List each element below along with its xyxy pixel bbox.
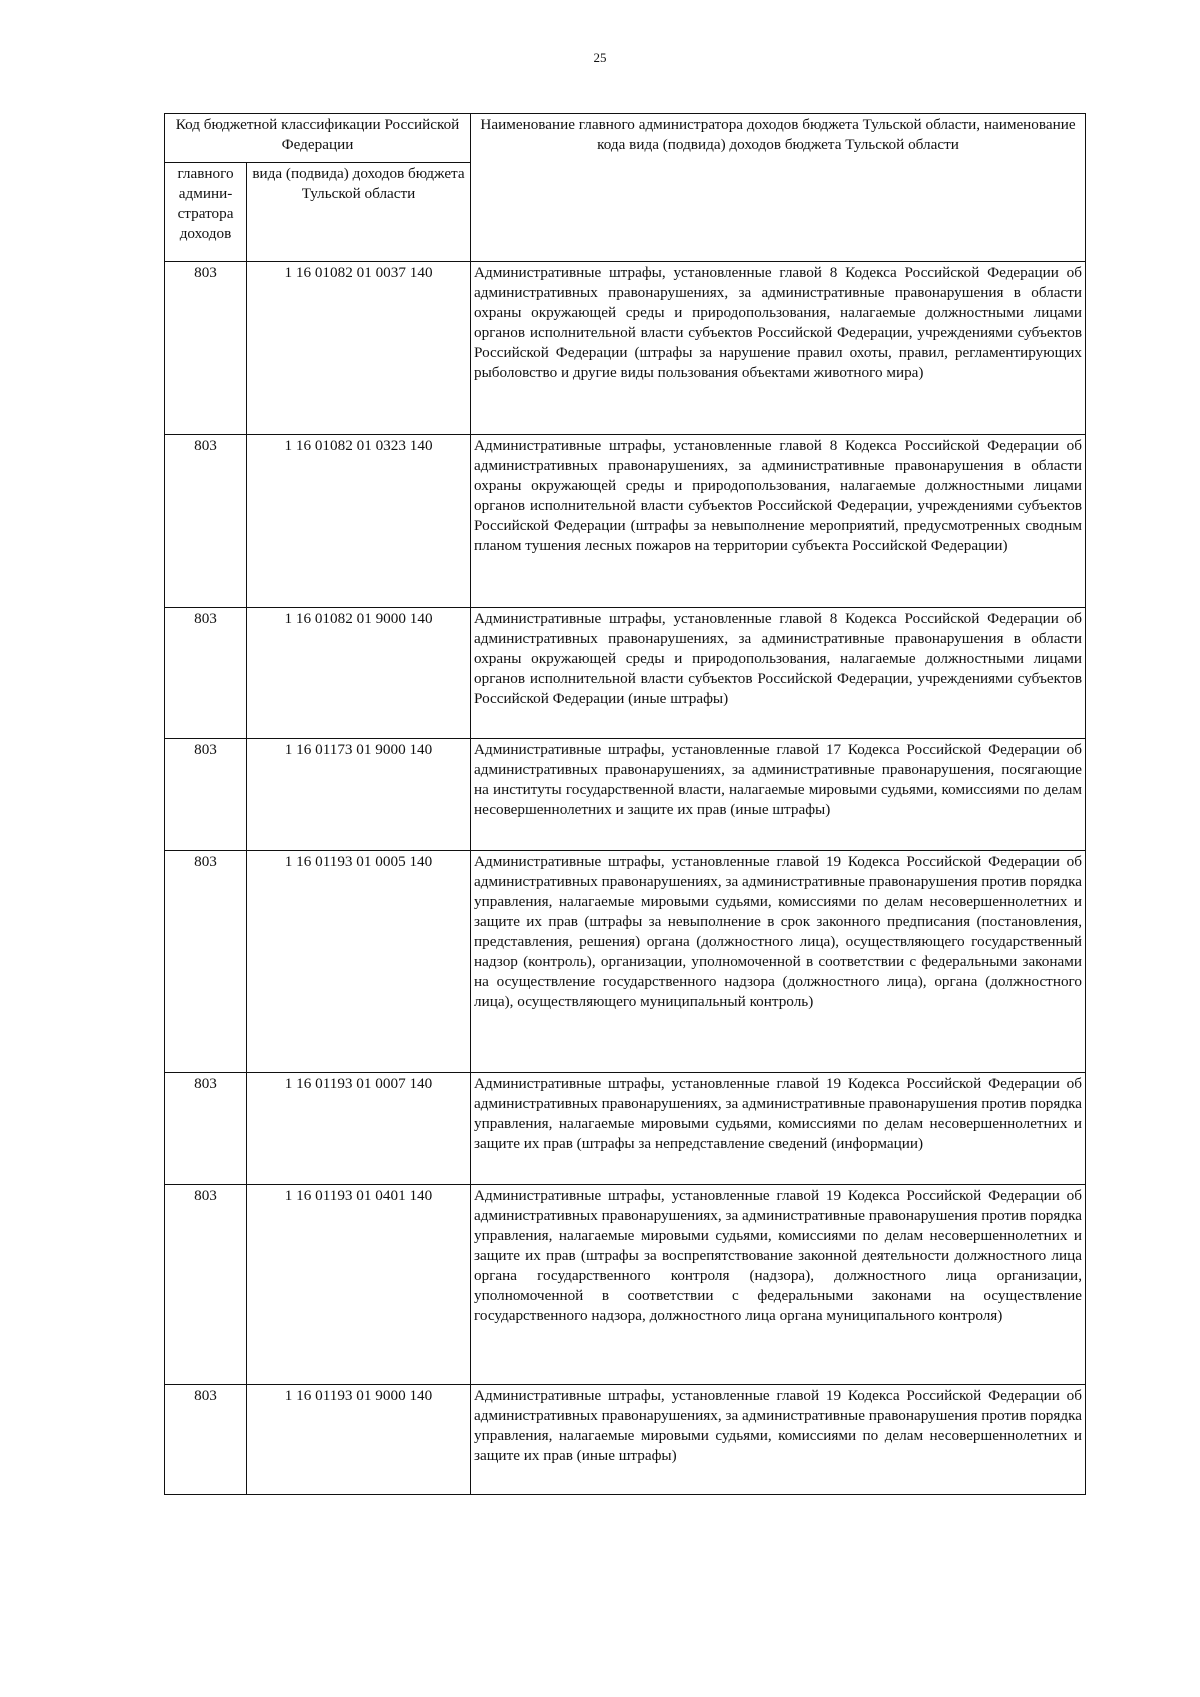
header-code-column: вида (подвида) доходов бюджета Тульской области <box>247 163 471 262</box>
table-row <box>165 1185 1086 1385</box>
budget-classification-table <box>164 113 1086 1495</box>
income-name-cell: Административные штрафы, установленные главой 19 Кодекса Российской Федерации об административных правонарушениях, за административные правонарушения против порядка управления, налагаемые мировыми судьями, комиссиями по делам несовершеннолетних и защите их прав (штрафы за воспрепятствование законной деятельности должностного лица органа государственного контроля (надзора), должностного лица организации, уполномоченной в соответствии с федеральными законами на осуществление государственного надзора, должностного лица органа муниципального контроля) <box>471 1185 1086 1385</box>
admin-code-cell: 803 <box>165 1385 247 1495</box>
admin-code-cell: 803 <box>165 608 247 739</box>
table-row <box>165 739 1086 851</box>
admin-code-cell: 803 <box>165 739 247 851</box>
header-code-group: Код бюджетной классификации Российской Федерации <box>165 114 471 163</box>
admin-code-cell: 803 <box>165 1185 247 1385</box>
income-name-cell: Административные штрафы, установленные главой 19 Кодекса Российской Федерации об административных правонарушениях, за административные правонарушения против порядка управления, налагаемые мировыми судьями, комиссиями по делам несовершеннолетних и защите их прав (штрафы за непредставление сведений (информации) <box>471 1073 1086 1185</box>
admin-code-cell: 803 <box>165 262 247 435</box>
admin-code-cell: 803 <box>165 851 247 1073</box>
table-row <box>165 1385 1086 1495</box>
income-code-cell: 1 16 01173 01 9000 140 <box>247 739 471 851</box>
table-row <box>165 1073 1086 1185</box>
income-code-cell: 1 16 01193 01 9000 140 <box>247 1385 471 1495</box>
income-code-cell: 1 16 01193 01 0005 140 <box>247 851 471 1073</box>
income-code-cell: 1 16 01082 01 9000 140 <box>247 608 471 739</box>
income-code-cell: 1 16 01082 01 0037 140 <box>247 262 471 435</box>
income-name-cell: Административные штрафы, установленные главой 19 Кодекса Российской Федерации об административных правонарушениях, за административные правонарушения против порядка управления, налагаемые мировыми судьями, комиссиями по делам несовершеннолетних и защите их прав (штрафы за невыполнение в срок законного предписания (постановления, представления, решения) органа (должностного лица), осуществляющего государственный надзор (контроль), организации, уполномоченной в соответствии с федеральными законами на осуществление государственного надзора (должностного лица), органа (должностного лица), осуществляющего муниципальный контроль) <box>471 851 1086 1073</box>
table-row <box>165 435 1086 608</box>
page-number: 25 <box>593 50 607 65</box>
income-name-cell: Административные штрафы, установленные главой 8 Кодекса Российской Федерации об административных правонарушениях, за административные правонарушения в области охраны окружающей среды и природопользования, налагаемые должностными лицами органов исполнительной власти субъектов Российской Федерации, учреждениями субъектов Российской Федерации (иные штрафы) <box>471 608 1086 739</box>
admin-code-cell: 803 <box>165 435 247 608</box>
income-name-cell: Административные штрафы, установленные главой 19 Кодекса Российской Федерации об административных правонарушениях, за административные правонарушения против порядка управления, налагаемые мировыми судьями, комиссиями по делам несовершеннолетних и защите их прав (иные штрафы) <box>471 1385 1086 1495</box>
table-row <box>165 851 1086 1073</box>
income-code-cell: 1 16 01082 01 0323 140 <box>247 435 471 608</box>
income-name-cell: Административные штрафы, установленные главой 17 Кодекса Российской Федерации об административных правонарушениях, за административные правонарушения, посягающие на институты государственной власти, налагаемые мировыми судьями, комиссиями по делам несовершеннолетних и защите их прав (иные штрафы) <box>471 739 1086 851</box>
header-admin-column: главного админи- стратора доходов <box>165 163 247 262</box>
income-name-cell: Административные штрафы, установленные главой 8 Кодекса Российской Федерации об административных правонарушениях, за административные правонарушения в области охраны окружающей среды и природопользования, налагаемые должностными лицами органов исполнительной власти субъектов Российской Федерации, учреждениями субъектов Российской Федерации (штрафы за невыполнение мероприятий, предусмотренных сводным планом тушения лесных пожаров на территории субъекта Российской Федерации) <box>471 435 1086 608</box>
income-name-cell: Административные штрафы, установленные главой 8 Кодекса Российской Федерации об административных правонарушениях, за административные правонарушения в области охраны окружающей среды и природопользования, налагаемые должностными лицами органов исполнительной власти субъектов Российской Федерации, учреждениями субъектов Российской Федерации (штрафы за нарушение правил охоты, правил, регламентирующих рыболовство и другие виды пользования объектами животного мира) <box>471 262 1086 435</box>
income-code-cell: 1 16 01193 01 0007 140 <box>247 1073 471 1185</box>
table-row <box>165 262 1086 435</box>
table-header-row <box>165 114 1086 163</box>
header-name-column: Наименование главного администратора доходов бюджета Тульской области, наименование кода вида (подвида) доходов бюджета Тульской области <box>471 114 1086 262</box>
table-row <box>165 608 1086 739</box>
income-code-cell: 1 16 01193 01 0401 140 <box>247 1185 471 1385</box>
admin-code-cell: 803 <box>165 1073 247 1185</box>
